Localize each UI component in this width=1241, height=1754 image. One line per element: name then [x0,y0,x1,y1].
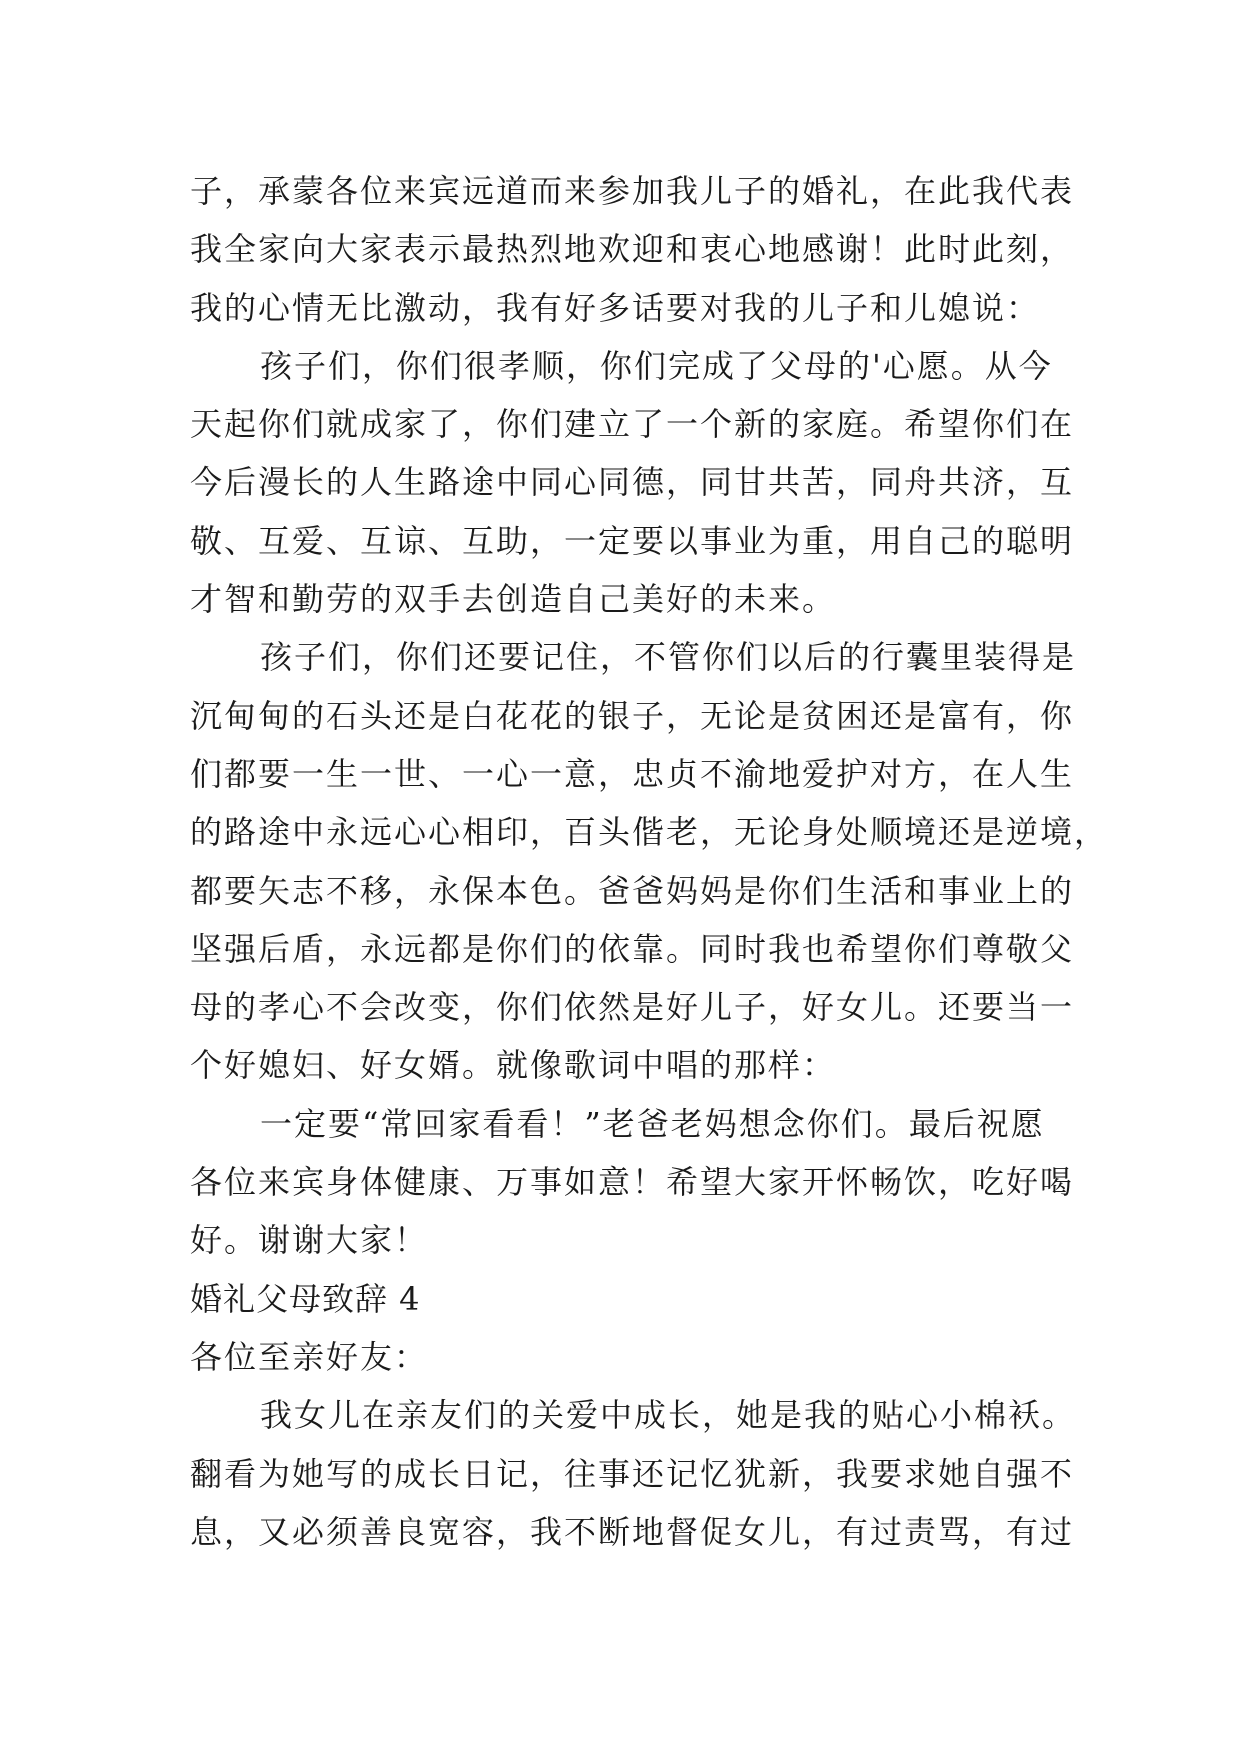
text-line: 好。谢谢大家！ [190,1221,429,1260]
text-line: 沉甸甸的石头还是白花花的银子，无论是贫困还是富有，你 [190,696,1075,735]
paragraph-start-line: 孩子们，你们很孝顺，你们完成了父母的'心愿。从今 [260,346,1053,385]
paragraph-start-line: 孩子们，你们还要记住，不管你们以后的行囊里装得是 [260,638,1077,677]
text-line: 翻看为她写的成长日记，往事还记忆犹新，我要求她自强不 [190,1454,1075,1493]
text-line: 敬、互爱、互谅、互助，一定要以事业为重，用自己的聪明 [190,521,1075,560]
text-line: 今后漫长的人生路途中同心同德，同甘共苦，同舟共济，互 [190,463,1075,502]
text-line: 们都要一生一世、一心一意，忠贞不渝地爱护对方，在人生 [190,754,1075,793]
text-line: 坚强后盾，永远都是你们的依靠。同时我也希望你们尊敬父 [190,929,1075,968]
section-heading: 婚礼父母致辞 4 [190,1279,421,1318]
text-line: 才智和勤劳的双手去创造自己美好的未来。 [190,580,837,619]
text-line: 个好媳妇、好女婿。就像歌词中唱的那样： [190,1046,837,1085]
text-line: 的路途中永远心心相印，百头偕老，无论身处顺境还是逆境， [190,813,1109,852]
text-line: 天起你们就成家了，你们建立了一个新的家庭。希望你们在 [190,405,1075,444]
salutation-line: 各位至亲好友： [190,1337,429,1376]
text-line: 母的孝心不会改变，你们依然是好儿子，好女儿。还要当一 [190,988,1075,1027]
paragraph-start-line: 一定要“常回家看看！”老爸老妈想念你们。最后祝愿 [260,1104,1045,1143]
text-line: 我的心情无比激动，我有好多话要对我的儿子和儿媳说： [190,288,1041,327]
text-line: 子，承蒙各位来宾远道而来参加我儿子的婚礼，在此我代表 [190,172,1075,210]
document-body [190,162,1109,1561]
paragraph-start-line: 我女儿在亲友们的关爱中成长，她是我的贴心小棉袄。 [260,1396,1077,1435]
text-line: 息，又必须善良宽容，我不断地督促女儿，有过责骂，有过 [190,1512,1075,1551]
text-line: 都要矢志不移，永保本色。爸爸妈妈是你们生活和事业上的 [190,871,1075,910]
text-line: 各位来宾身体健康、万事如意！希望大家开怀畅饮，吃好喝 [190,1163,1075,1202]
text-line: 我全家向大家表示最热烈地欢迎和衷心地感谢！此时此刻， [190,230,1075,269]
